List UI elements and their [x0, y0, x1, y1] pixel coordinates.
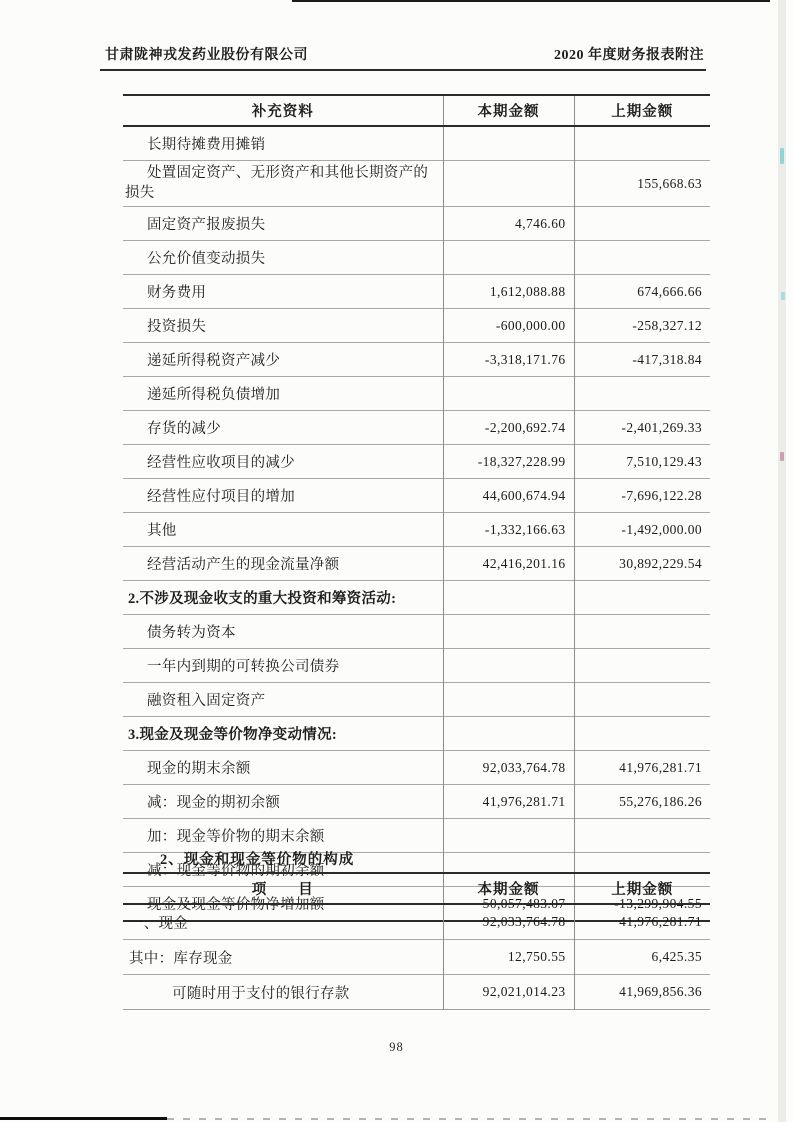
prior-amount: [574, 126, 710, 161]
column-header-prior-amount: 上期金额: [574, 873, 710, 904]
current-amount: 42,416,201.16: [443, 547, 574, 581]
table-row: [123, 126, 710, 161]
table-body: [123, 126, 710, 921]
current-amount: -1,332,166.63: [443, 513, 574, 547]
table-row: [123, 940, 710, 975]
current-amount: 92,033,764.78: [443, 904, 574, 940]
scan-artifact-right-edge: [778, 0, 786, 1122]
prior-amount: -258,327.12: [574, 309, 710, 343]
table-row: [123, 275, 710, 309]
row-label: 固定资产报废损失: [123, 207, 443, 241]
current-amount: 41,976,281.71: [443, 785, 574, 819]
prior-amount: 30,892,229.54: [574, 547, 710, 581]
current-amount: [443, 717, 574, 751]
row-label: 减：现金等价物的期初余额: [123, 853, 443, 887]
current-amount: 44,600,674.94: [443, 479, 574, 513]
table-row: [123, 161, 710, 207]
current-amount: [443, 819, 574, 853]
row-label: 公允价值变动损失: [123, 241, 443, 275]
scan-artifact-bottom-edge-faint: [167, 1118, 767, 1120]
row-label: 3.现金及现金等价物净变动情况:: [123, 717, 443, 751]
table-row: [123, 309, 710, 343]
page-number: 98: [389, 1040, 404, 1054]
prior-amount: [574, 581, 710, 615]
table-row: [123, 683, 710, 717]
current-amount: 92,033,764.78: [443, 751, 574, 785]
prior-amount: -1,492,000.00: [574, 513, 710, 547]
row-label: 可随时用于支付的银行存款: [123, 975, 443, 1010]
table-row: [123, 649, 710, 683]
row-label: 长期待摊费用摊销: [123, 126, 443, 161]
row-label: 经营性应付项目的增加: [123, 479, 443, 513]
row-label: 递延所得税资产减少: [123, 343, 443, 377]
prior-amount: -13,299,904.55: [574, 887, 710, 922]
document-title: 2020 年度财务报表附注: [554, 48, 704, 63]
column-header-item: 项 目: [123, 873, 443, 904]
row-label: 一、现金: [123, 904, 443, 940]
current-amount: [443, 126, 574, 161]
row-label: 投资损失: [123, 309, 443, 343]
row-label: 2.不涉及现金收支的重大投资和筹资活动:: [123, 581, 443, 615]
row-label: 经营活动产生的现金流量净额: [123, 547, 443, 581]
current-amount: 92,021,014.23: [443, 975, 574, 1010]
column-header-item: 补充资料: [123, 95, 443, 126]
table-body: [123, 904, 710, 1010]
table-row: [123, 445, 710, 479]
current-amount: [443, 581, 574, 615]
row-label: 存货的减少: [123, 411, 443, 445]
prior-amount: [574, 717, 710, 751]
current-amount: 4,746.60: [443, 207, 574, 241]
prior-amount: [574, 615, 710, 649]
current-amount: -18,327,228.99: [443, 445, 574, 479]
cash-composition-table: [123, 872, 710, 1010]
table-row: [123, 581, 710, 615]
current-amount: [443, 377, 574, 411]
row-label: 其中：库存现金: [123, 940, 443, 975]
current-amount: 50,057,483.07: [443, 887, 574, 922]
table-header-row: [123, 873, 710, 904]
current-amount: [443, 241, 574, 275]
row-label: 债务转为资本: [123, 615, 443, 649]
row-label: 经营性应收项目的减少: [123, 445, 443, 479]
current-amount: -2,200,692.74: [443, 411, 574, 445]
prior-amount: -417,318.84: [574, 343, 710, 377]
prior-amount: [574, 241, 710, 275]
current-amount: [443, 615, 574, 649]
table-row: [123, 751, 710, 785]
table-row: [123, 975, 710, 1010]
table-row: [123, 513, 710, 547]
scan-artifact-mark: [781, 292, 785, 300]
prior-amount: 155,668.63: [574, 161, 710, 207]
row-label: 处置固定资产、无形资产和其他长期资产的损失: [123, 161, 443, 207]
row-label: 加：现金等价物的期末余额: [123, 819, 443, 853]
scan-artifact-top-edge: [292, 0, 770, 2]
row-label: 减：现金的期初余额: [123, 785, 443, 819]
column-header-current-amount: 本期金额: [443, 95, 574, 126]
prior-amount: [574, 819, 710, 853]
prior-amount: 674,666.66: [574, 275, 710, 309]
column-header-current-amount: 本期金额: [443, 873, 574, 904]
table-row: [123, 343, 710, 377]
prior-amount: 6,425.35: [574, 940, 710, 975]
current-amount: -3,318,171.76: [443, 343, 574, 377]
row-label: 现金的期末余额: [123, 751, 443, 785]
column-header-prior-amount: 上期金额: [574, 95, 710, 126]
company-name: 甘肃陇神戎发药业股份有限公司: [105, 48, 308, 63]
prior-amount: [574, 377, 710, 411]
prior-amount: -2,401,269.33: [574, 411, 710, 445]
table-row: [123, 785, 710, 819]
table-row: [123, 904, 710, 940]
table-row: [123, 241, 710, 275]
current-amount: 12,750.55: [443, 940, 574, 975]
table-row: [123, 377, 710, 411]
row-label: 递延所得税负债增加: [123, 377, 443, 411]
prior-amount: 55,276,186.26: [574, 785, 710, 819]
scan-artifact-mark: [780, 148, 784, 164]
prior-amount: [574, 649, 710, 683]
table-header-row: [123, 95, 710, 126]
table-row: [123, 411, 710, 445]
table-row: [123, 717, 710, 751]
prior-amount: [574, 207, 710, 241]
table-row: [123, 207, 710, 241]
section-subtitle: 2、现金和现金等价物的构成: [160, 852, 355, 868]
row-label: 财务费用: [123, 275, 443, 309]
table-row: [123, 547, 710, 581]
current-amount: [443, 683, 574, 717]
row-label: 融资租入固定资产: [123, 683, 443, 717]
prior-amount: 41,976,281.71: [619, 914, 702, 929]
row-label: 其他: [123, 513, 443, 547]
prior-amount: 41,969,856.36: [574, 975, 710, 1010]
row-label: 现金及现金等价物净增加额: [123, 887, 443, 922]
scan-artifact-mark: [780, 452, 784, 461]
row-label: 一年内到期的可转换公司债券: [123, 649, 443, 683]
current-amount: 1,612,088.88: [443, 275, 574, 309]
table-row: [123, 615, 710, 649]
current-amount: -600,000.00: [443, 309, 574, 343]
document-header: [100, 42, 706, 71]
table-row: [123, 479, 710, 513]
prior-amount: [574, 683, 710, 717]
scan-artifact-bottom-edge: [0, 1117, 167, 1120]
prior-amount: 41,976,281.71: [574, 751, 710, 785]
current-amount: [443, 161, 574, 207]
prior-amount: -7,696,122.28: [574, 479, 710, 513]
supplementary-info-table: [123, 94, 710, 922]
current-amount: [443, 649, 574, 683]
prior-amount: 7,510,129.43: [574, 445, 710, 479]
